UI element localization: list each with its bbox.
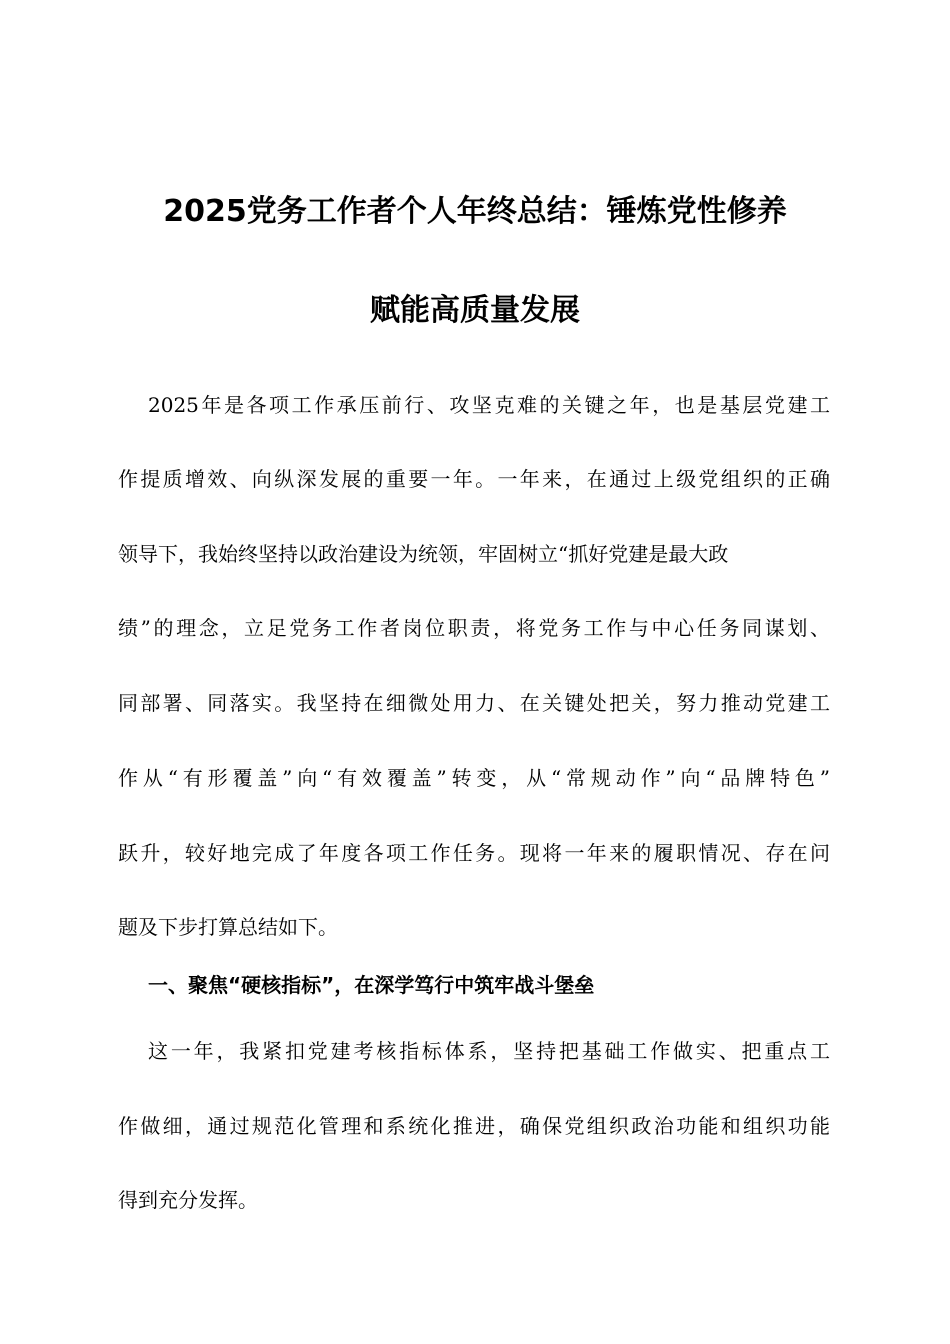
text-line: 题及下步打算总结如下。	[118, 915, 338, 939]
text-line: 2025年是各项工作承压前行、攻坚克难的关键之年，也是基层党建工	[148, 393, 830, 417]
title-line-1: 2025党务工作者个人年终总结：锤炼党性修养	[163, 194, 787, 229]
title-line-2: 赋能高质量发展	[370, 293, 580, 328]
text-line: 得到充分发挥。	[118, 1188, 258, 1212]
section-heading-1: 一、聚焦“硬核指标”，在深学笃行中筑牢战斗堡垒	[148, 973, 595, 997]
text-line: 作从“有形覆盖”向“有效覆盖”转变，从“常规动作”向“品牌特色”	[118, 766, 830, 790]
text-line: 这一年，我紧扣党建考核指标体系，坚持把基础工作做实、把重点工	[148, 1039, 830, 1063]
text-line: 跃升，较好地完成了年度各项工作任务。现将一年来的履职情况、存在问	[118, 841, 830, 865]
text-line: 作做细，通过规范化管理和系统化推进，确保党组织政治功能和组织功能	[118, 1114, 830, 1138]
text-line: 领导下，我始终坚持以政治建设为统领，牢固树立“抓好党建是最大政	[118, 542, 729, 566]
text-line: 绩”的理念，立足党务工作者岗位职责，将党务工作与中心任务同谋划、	[118, 616, 830, 640]
text-line: 作提质增效、向纵深发展的重要一年。一年来，在通过上级党组织的正确	[118, 467, 830, 491]
text-line: 同部署、同落实。我坚持在细微处用力、在关键处把关，努力推动党建工	[118, 691, 830, 715]
